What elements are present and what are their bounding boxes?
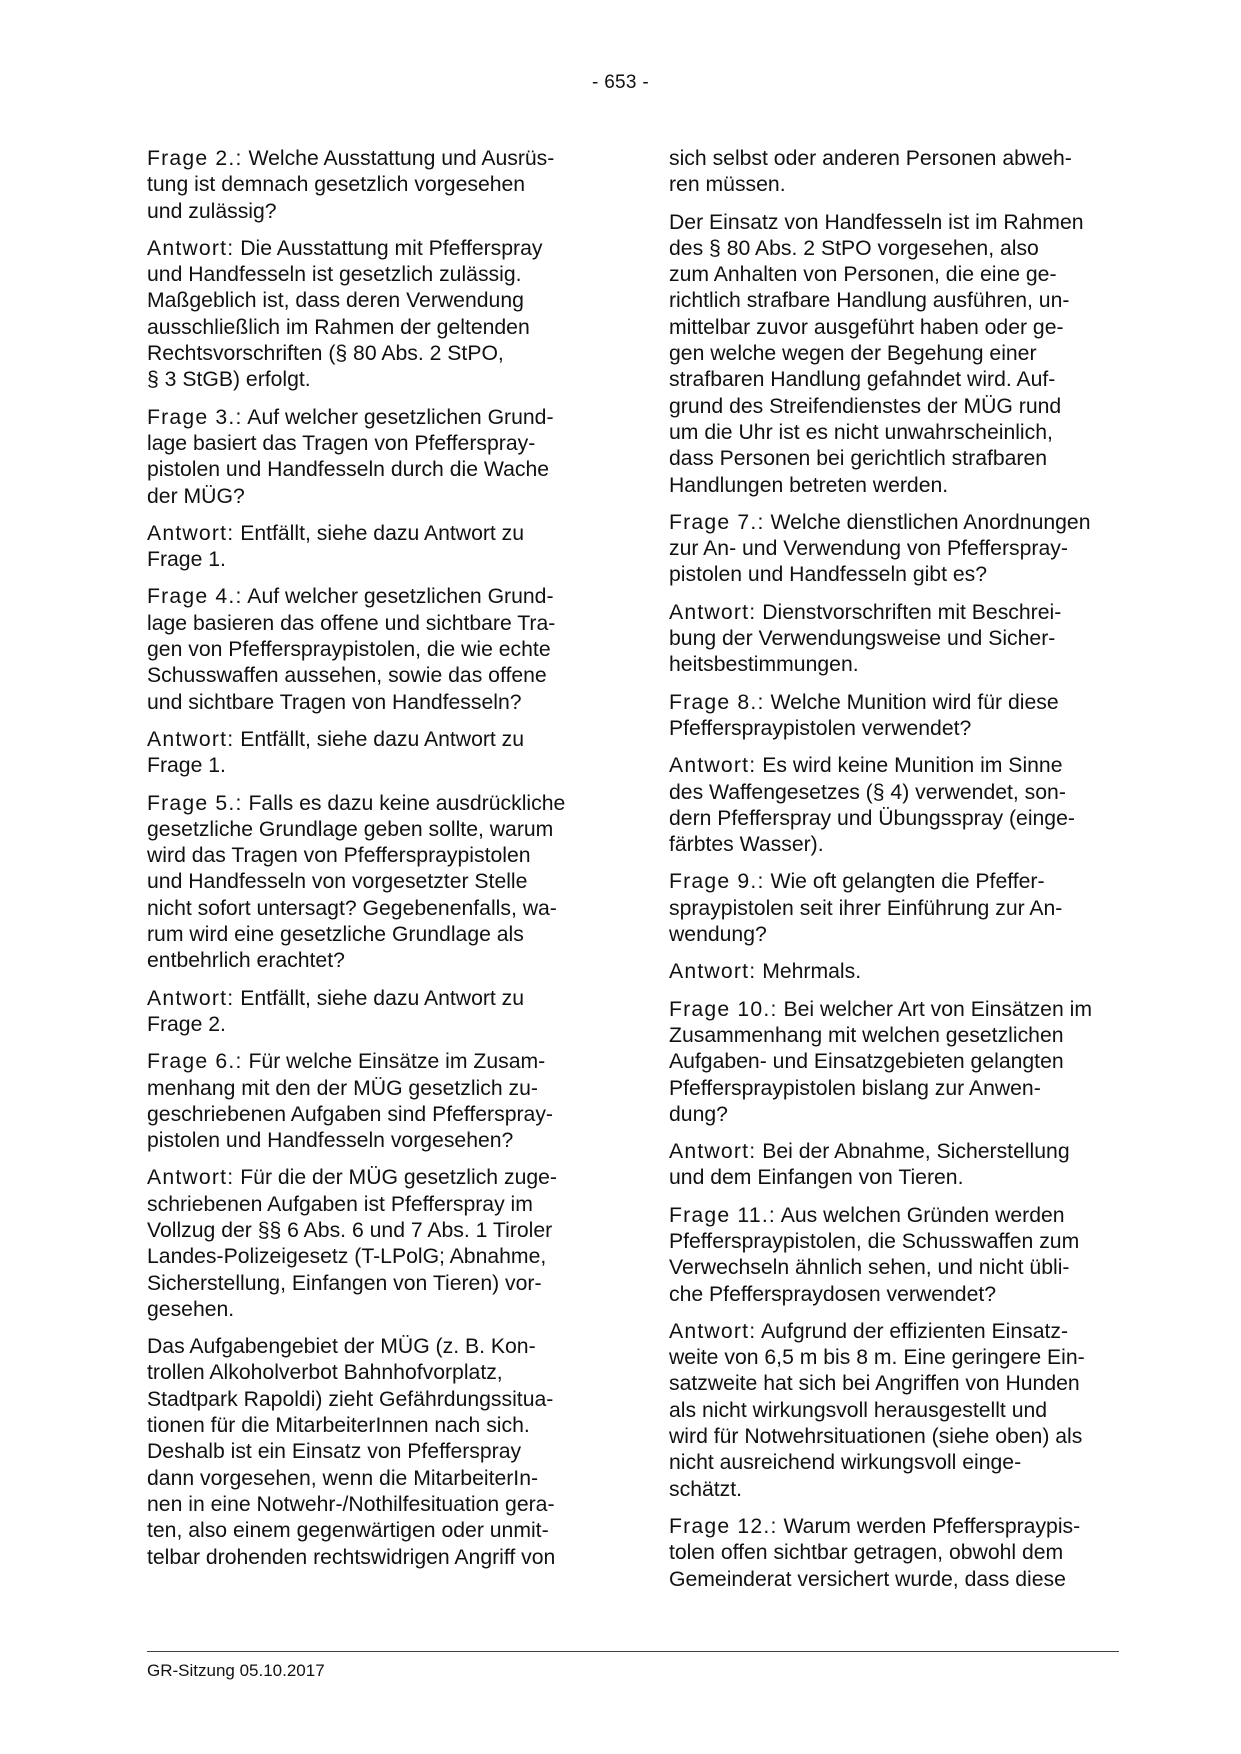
text-line: Der Einsatz von Handfesseln ist im Rahmen [669,210,1084,234]
text-line: dann vorgesehen, wenn die MitarbeiterIn- [147,1466,539,1490]
text-line: Maßgeblich ist, dass deren Verwendung [147,289,524,313]
text-line: schätzt. [669,1477,743,1501]
text-line: wird das Tragen von Pfefferspraypistolen [147,844,531,868]
question-paragraph [147,584,597,715]
line-text: Mehrmals. [756,960,862,984]
paragraph-label: Antwort: [669,1140,757,1164]
text-line: nen in eine Notwehr-/Nothilfesituation gera- [147,1492,555,1516]
text-line: mittelbar zuvor ausgeführt haben oder ge- [669,315,1064,339]
text-line: strafbaren Handlung gefahndet wird. Auf- [669,368,1056,392]
text-line: spraypistolen seit ihrer Einführung zur An- [669,896,1063,920]
question-paragraph [147,1049,597,1154]
text-paragraph [669,146,1119,199]
text-line: lage basiert das Tragen von Pfefferspray- [147,431,536,455]
paragraph-label: Antwort: [147,236,235,260]
paragraph-label: Frage 3.: [147,405,243,429]
text-line: pistolen und Handfesseln gibt es? [669,563,988,587]
answer-paragraph [669,600,1119,679]
paragraph-label: Frage 8.: [669,690,765,714]
line-text: Auf welcher gesetzlichen Grund- [242,405,554,429]
text-line: nicht ausreichend wirkungsvoll einge- [669,1451,1022,1475]
line-text: Für welche Einsätze im Zusam- [242,1050,546,1074]
line-text: Aufgrund der effizienten Einsatz- [756,1319,1069,1343]
line-text: Bei der Abnahme, Sicherstellung [756,1140,1070,1164]
line-text: Es wird keine Munition im Sinne [756,754,1063,778]
text-line: und dem Einfangen von Tieren. [669,1166,964,1190]
text-line [669,1203,1119,1229]
paragraph-label: Antwort: [147,727,235,751]
text-line: als nicht wirkungsvoll herausgestellt und [669,1398,1048,1422]
text-line: färbtes Wasser). [669,833,824,857]
text-line: um die Uhr ist es nicht unwahrscheinlich, [669,420,1053,444]
text-line: und Handfesseln von vorgesetzter Stelle [147,870,528,894]
paragraph-label: Frage 6.: [147,1050,243,1074]
line-text: Für die der MÜG gesetzlich zuge- [234,1166,557,1190]
line-text: Welche Munition wird für diese [764,690,1059,714]
text-line: wendung? [669,923,767,947]
text-line: Pfefferspraypistolen, die Schusswaffen zum [669,1229,1080,1253]
answer-paragraph [147,727,597,780]
text-line: dung? [669,1102,728,1126]
question-paragraph [147,405,597,510]
text-line: gesehen. [147,1297,235,1321]
text-line: tung ist demnach gesetzlich vorgesehen [147,173,526,197]
text-line: pistolen und Handfesseln durch die Wache [147,458,550,482]
text-line: tolen offen sichtbar getragen, obwohl dem [669,1541,1064,1565]
line-text: Bei welcher Art von Einsätzen im [777,997,1092,1021]
paragraph-label: Frage 2.: [147,147,243,170]
paragraph-label: Frage 7.: [669,510,765,534]
paragraph-label: Frage 5.: [147,791,243,815]
text-line [147,1165,597,1191]
text-line: che Pfefferspraydosen verwendet? [669,1282,997,1306]
text-line [147,791,597,817]
answer-paragraph [669,1139,1119,1192]
text-line [669,959,1119,985]
text-line: entbehrlich erachtet? [147,949,345,973]
text-line [669,1319,1119,1345]
text-line: ten, also einem gegenwärtigen oder unmit- [147,1519,549,1543]
text-line: Rechtsvorschriften (§ 80 Abs. 2 StPO, [147,342,504,366]
question-paragraph [669,690,1119,743]
paragraph-label: Frage 11.: [669,1203,777,1227]
text-line: Sicherstellung, Einfangen von Tieren) vor- [147,1271,542,1295]
text-line: Frage 1. [147,754,226,778]
line-text: Entfällt, siehe dazu Antwort zu [234,986,525,1010]
text-line: Pfefferspraypistolen verwendet? [669,716,972,740]
text-line [669,869,1119,895]
text-line: ausschließlich im Rahmen der geltenden [147,315,530,339]
line-text: Falls es dazu keine ausdrückliche [242,791,566,815]
text-line: und zulässig? [147,199,277,223]
text-line: des Waffengesetzes (§ 4) verwendet, son- [669,780,1066,804]
right-column [669,146,1119,1604]
text-paragraph [147,1334,597,1571]
text-line: rum wird eine gesetzliche Grundlage als [147,923,524,947]
question-paragraph [669,1514,1119,1593]
text-line: lage basieren das offene und sichtbare Tra- [147,611,556,635]
paragraph-label: Antwort: [147,1166,235,1190]
question-paragraph [669,997,1119,1128]
answer-paragraph [147,1165,597,1323]
paragraph-label: Antwort: [669,600,757,624]
paragraph-label: Antwort: [147,521,235,545]
line-text: Entfällt, siehe dazu Antwort zu [234,727,525,751]
text-line: bung der Verwendungsweise und Sicher- [669,627,1056,651]
line-text: Welche Ausstattung und Ausrüs- [242,147,555,170]
text-line: pistolen und Handfesseln vorgesehen? [147,1129,514,1153]
text-line: geschriebenen Aufgaben sind Pfefferspray- [147,1102,553,1126]
text-line: menhang mit den der MÜG gesetzlich zu- [147,1076,538,1100]
footer-divider [147,1651,1119,1652]
text-line: sich selbst oder anderen Personen abweh- [669,147,1072,170]
text-line: ren müssen. [669,173,786,197]
text-line: heitsbestimmungen. [669,653,859,677]
text-line: tionen für die MitarbeiterInnen nach sich. [147,1414,530,1438]
text-line [147,236,597,262]
line-text: Warum werden Pfefferspraypis- [777,1514,1081,1538]
answer-paragraph [147,521,597,574]
text-line: Frage 2. [147,1012,226,1036]
text-line: Gemeinderat versichert wurde, dass diese [669,1567,1066,1591]
text-line [669,1514,1119,1540]
text-line: schriebenen Aufgaben ist Pfefferspray im [147,1192,533,1216]
paragraph-label: Frage 10.: [669,997,778,1021]
answer-paragraph [669,1319,1119,1503]
text-line: weite von 6,5 m bis 8 m. Eine geringere Ein- [669,1346,1085,1370]
text-line: gen von Pfefferspraypistolen, die wie echte [147,638,551,662]
paragraph-label: Antwort: [669,1319,757,1343]
text-line [147,521,597,547]
text-line: des § 80 Abs. 2 StPO vorgesehen, also [669,236,1039,260]
text-line [147,405,597,431]
answer-paragraph [669,959,1119,985]
text-line: Deshalb ist ein Einsatz von Pfefferspray [147,1440,522,1464]
text-line: und Handfesseln ist gesetzlich zulässig. [147,263,522,287]
text-line: der MÜG? [147,484,245,508]
text-line [669,1139,1119,1165]
text-line [669,690,1119,716]
text-line: Landes-Polizeigesetz (T-LPolG; Abnahme, [147,1245,547,1269]
text-line [669,753,1119,779]
line-text: Wie oft gelangten die Pfeffer- [764,870,1045,894]
paragraph-label: Frage 12.: [669,1514,778,1538]
text-line [147,727,597,753]
text-paragraph [669,210,1119,499]
page-number: - 653 - [591,72,649,93]
text-line [669,997,1119,1023]
text-line: gesetzliche Grundlage geben sollte, warum [147,817,554,841]
text-line: und sichtbare Tragen von Handfesseln? [147,690,522,714]
paragraph-label: Antwort: [147,986,235,1010]
paragraph-label: Antwort: [669,754,757,778]
text-line: Pfefferspraypistolen bislang zur Anwen- [669,1076,1041,1100]
text-line: Frage 1. [147,548,226,572]
paragraph-label: Frage 4.: [147,585,243,609]
line-text: Auf welcher gesetzlichen Grund- [242,585,554,609]
line-text: Welche dienstlichen Anordnungen [764,510,1091,534]
question-paragraph [147,146,597,225]
text-line: Schusswaffen aussehen, sowie das offene [147,664,547,688]
question-paragraph [669,510,1119,589]
text-line: grund des Streifendienstes der MÜG rund [669,394,1062,418]
text-line: wird für Notwehrsituationen (siehe oben) als [669,1425,1083,1449]
text-line: Das Aufgabengebiet der MÜG (z. B. Kon- [147,1335,536,1359]
answer-paragraph [669,753,1119,858]
paragraph-label: Antwort: [669,960,757,984]
text-line: § 3 StGB) erfolgt. [147,368,311,392]
text-line: dass Personen bei gerichtlich strafbaren [669,447,1048,471]
left-column [147,146,597,1582]
question-paragraph [669,1203,1119,1308]
answer-paragraph [147,986,597,1039]
text-line [669,510,1119,536]
text-line: Vollzug der §§ 6 Abs. 6 und 7 Abs. 1 Tiroler [147,1218,553,1242]
text-line: nicht sofort untersagt? Gegebenenfalls, wa- [147,896,557,920]
text-line: Handlungen betreten werden. [669,473,949,497]
text-line [147,986,597,1012]
text-line: gen welche wegen der Begehung einer [669,342,1037,366]
text-line: zum Anhalten von Personen, die eine ge- [669,263,1057,287]
text-line [669,600,1119,626]
text-line: Aufgaben- und Einsatzgebieten gelangten [669,1050,1064,1074]
paragraph-label: Frage 9.: [669,870,765,894]
text-line: Zusammenhang mit welchen gesetzlichen [669,1023,1064,1047]
text-line: trollen Alkoholverbot Bahnhofvorplatz, [147,1361,503,1385]
text-line: satzweite hat sich bei Angriffen von Hunden [669,1372,1080,1396]
question-paragraph [669,869,1119,948]
line-text: Dienstvorschriften mit Beschrei- [756,600,1062,624]
text-line: zur An- und Verwendung von Pfefferspray- [669,537,1068,561]
line-text: Die Ausstattung mit Pfefferspray [234,236,543,260]
line-text: Entfällt, siehe dazu Antwort zu [234,521,525,545]
footer-text: GR-Sitzung 05.10.2017 [147,1661,325,1680]
answer-paragraph [147,236,597,394]
text-line: Verwechseln ähnlich sehen, und nicht übli- [669,1256,1070,1280]
text-line [147,1049,597,1075]
text-line: Stadtpark Rapoldi) zieht Gefährdungssitua- [147,1387,554,1411]
text-line: telbar drohenden rechtswidrigen Angriff von [147,1545,556,1569]
text-line [147,146,597,172]
text-line: dern Pfefferspray und Übungsspray (einge- [669,806,1075,830]
text-line: richtlich strafbare Handlung ausführen, un- [669,289,1070,313]
text-line [147,584,597,610]
line-text: Aus welchen Gründen werden [776,1203,1065,1227]
question-paragraph [147,791,597,975]
